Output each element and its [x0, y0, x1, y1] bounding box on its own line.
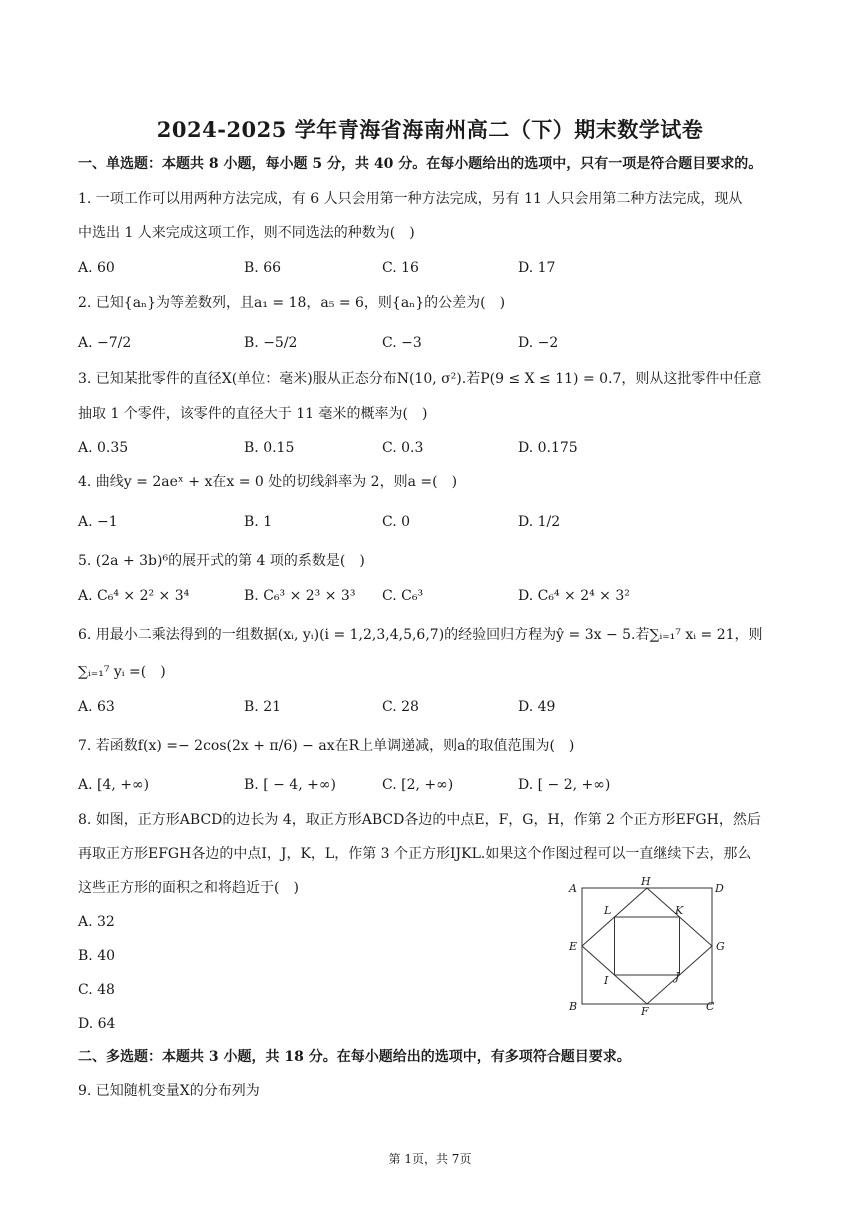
- question-6-option-d: D. 49: [518, 699, 556, 715]
- question-2-option-c: C. −3: [382, 335, 422, 351]
- question-4-line-1: 4. 曲线y = 2aeˣ + x在x = 0 处的切线斜率为 2，则a =( ): [78, 474, 458, 490]
- question-1-option-a: A. 60: [78, 260, 115, 276]
- question-3-option-d: D. 0.175: [518, 440, 578, 456]
- question-2-line-1: 2. 已知{aₙ}为等差数列，且a₁ = 18，a₅ = 6，则{aₙ}的公差为( ): [78, 295, 506, 311]
- label-i: I: [604, 974, 609, 987]
- question-4-option-d: D. 1/2: [518, 514, 561, 530]
- question-4-option-a: A. −1: [78, 514, 118, 530]
- question-6-option-c: C. 28: [382, 699, 419, 715]
- question-8-option-c: C. 48: [78, 982, 115, 998]
- question-1-option-d: D. 17: [518, 260, 556, 276]
- question-1-option-b: B. 66: [244, 260, 282, 276]
- question-1-option-c: C. 16: [382, 260, 419, 276]
- question-5-line-1: 5. (2a + 3b)⁶的展开式的第 4 项的系数是( ): [78, 553, 365, 569]
- question-6-option-b: B. 21: [244, 699, 282, 715]
- section-heading-multiple-choice: 二、多选题：本题共 3 小题，共 18 分。在每小题给出的选项中，有多项符合题目要求。: [78, 1049, 631, 1065]
- question-8-line-3: 这些正方形的面积之和将趋近于( ): [78, 880, 299, 896]
- question-4-option-b: B. 1: [244, 514, 273, 530]
- label-e: E: [569, 940, 578, 953]
- square-abcd: [582, 888, 712, 1004]
- label-d: D: [715, 882, 724, 895]
- question-4-option-c: C. 0: [382, 514, 411, 530]
- question-6-line-1: 6. 用最小二乘法得到的一组数据(xᵢ, yᵢ)(i = 1,2,3,4,5,6,7)的经验回归方程为ŷ = 3x − 5.若∑ᵢ₌₁⁷ xᵢ = 21，则: [78, 627, 763, 643]
- question-6-option-a: A. 63: [78, 699, 115, 715]
- question-8-option-a: A. 32: [78, 914, 115, 930]
- question-5-option-d: D. C₆⁴ × 2⁴ × 3²: [518, 588, 630, 604]
- question-8-line-2: 再取正方形EFGH各边的中点I，J，K，L，作第 3 个正方形IJKL.如果这个作图过程可以一直继续下去，那么: [78, 846, 752, 862]
- label-b: B: [569, 1000, 578, 1013]
- label-h: H: [641, 875, 651, 888]
- question-7-line-1: 7. 若函数f(x) =− 2cos(2x + π/6) − ax在R上单调递减，则a的取值范围为( ): [78, 738, 575, 754]
- page-footer: 第 1页，共 7页: [388, 1152, 472, 1166]
- question-1-line-1: 1. 一项工作可以用两种方法完成，有 6 人只会用第一种方法完成，另有 11 人只会用第二种方法完成，现从: [78, 191, 743, 207]
- question-8-option-b: B. 40: [78, 948, 116, 964]
- label-j: J: [675, 970, 680, 983]
- question-7-option-c: C. [2, +∞): [382, 777, 454, 793]
- question-2-option-d: D. −2: [518, 335, 559, 351]
- label-f: F: [641, 1005, 649, 1016]
- question-8-option-d: D. 64: [78, 1016, 116, 1032]
- question-2-option-a: A. −7/2: [78, 335, 132, 351]
- label-a: A: [569, 882, 577, 895]
- square-efgh: [582, 888, 712, 1004]
- question-8-line-1: 8. 如图，正方形ABCD的边长为 4，取正方形ABCD各边的中点E，F，G，H，作第 2 个正方形EFGH，然后: [78, 812, 761, 828]
- question-9-line-1: 9. 已知随机变量X的分布列为: [78, 1083, 260, 1099]
- label-k: K: [675, 904, 684, 917]
- question-7-option-d: D. [ − 2, +∞): [518, 777, 611, 793]
- question-5-option-b: B. C₆³ × 2³ × 3³: [244, 588, 356, 604]
- nested-squares-figure: [560, 874, 730, 1016]
- label-c: C: [706, 1000, 715, 1013]
- label-g: G: [716, 940, 725, 953]
- question-7-option-b: B. [ − 4, +∞): [244, 777, 336, 793]
- question-3-option-c: C. 0.3: [382, 440, 424, 456]
- question-3-line-1: 3. 已知某批零件的直径X(单位：毫米)服从正态分布N(10, σ²).若P(9 ≤ X ≤ 11) = 0.7，则从这批零件中任意: [78, 371, 762, 387]
- page-title: 2024-2025 学年青海省海南州高二（下）期末数学试卷: [156, 117, 704, 142]
- question-7-option-a: A. [4, +∞): [78, 777, 150, 793]
- question-2-option-b: B. −5/2: [244, 335, 298, 351]
- question-1-line-2: 中选出 1 人来完成这项工作，则不同选法的种数为( ): [78, 225, 415, 241]
- question-5-option-a: A. C₆⁴ × 2² × 3⁴: [78, 588, 190, 604]
- question-3-line-2: 抽取 1 个零件，该零件的直径大于 11 毫米的概率为( ): [78, 406, 428, 422]
- section-heading-single-choice: 一、单选题：本题共 8 小题，每小题 5 分，共 40 分。在每小题给出的选项中，只有一项是符合题目要求的。: [78, 156, 763, 172]
- question-3-option-b: B. 0.15: [244, 440, 295, 456]
- square-ijkl: [615, 917, 680, 975]
- question-6-line-2: ∑ᵢ₌₁⁷ yᵢ =( ): [78, 664, 166, 680]
- question-5-option-c: C. C₆³: [382, 588, 424, 604]
- question-3-option-a: A. 0.35: [78, 440, 129, 456]
- label-l: L: [604, 904, 612, 917]
